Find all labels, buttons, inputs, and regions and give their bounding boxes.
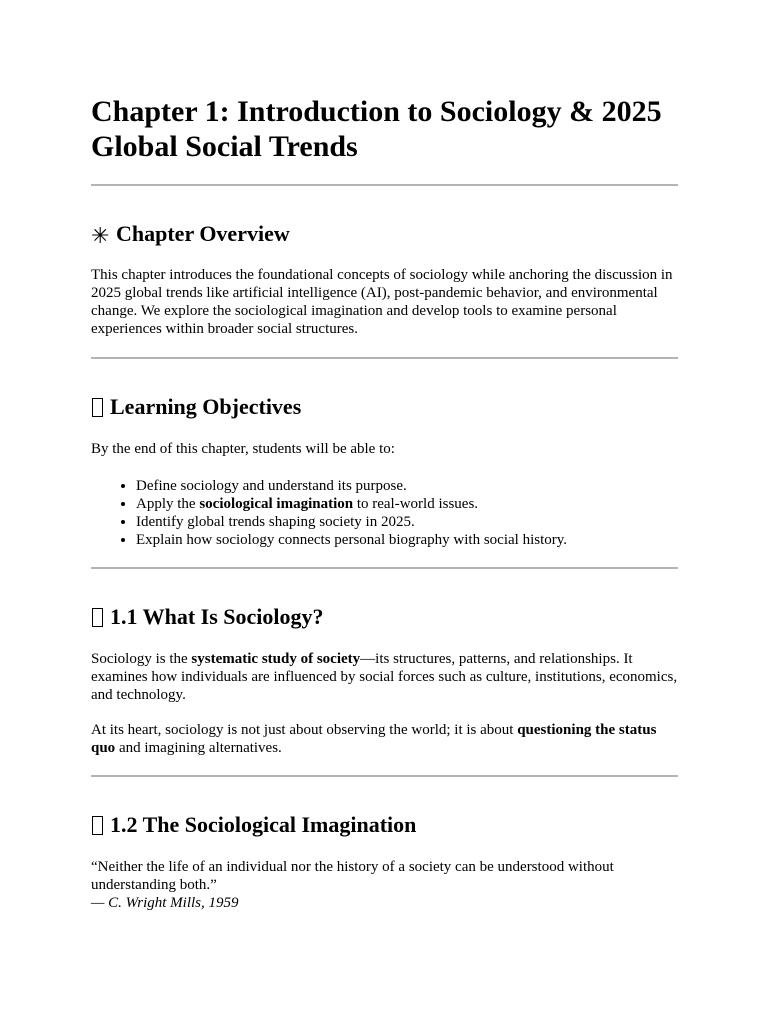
divider [91,775,678,777]
divider [91,357,678,359]
what-is-heading-text: 1.1 What Is Sociology? [110,604,324,629]
divider [91,184,678,186]
list-item: • Identify global trends shaping society in 2025. [136,513,678,531]
missing-glyph-icon [92,398,103,417]
bold-text: systematic study of society [191,651,361,667]
missing-glyph-icon [92,816,103,835]
objectives-heading [91,394,678,420]
overview-heading-text: Chapter Overview [116,221,290,246]
text: Sociology is the [91,651,192,667]
quote-text: “Neither the life of an individual nor the history of a society can be understood without understanding both.” [91,859,614,893]
objectives-heading-text: Learning Objectives [110,394,302,419]
objectives-list [91,477,678,549]
what-is-paragraph [91,721,678,757]
list-item: • Define sociology and understand its purpose. [136,477,678,495]
missing-glyph-icon [92,608,103,627]
text: At its heart, sociology is not just about observing the world; it is about [91,722,518,738]
overview-paragraph: This chapter introduces the foundational concepts of sociology while anchoring the discussion in 2025 global trends like artificial intelligence (AI), post-pandemic behavior, and environmental change. We explore the sociological imagination and develop tools to examine personal experiences within broader social structures. [91,267,673,337]
chapter-title: Chapter 1: Introduction to Sociology & 2025 Global Social Trends [91,95,662,163]
list-item-bold: sociological imagination [199,496,354,512]
imagination-heading-text: 1.2 The Sociological Imagination [110,812,417,837]
list-item-text: to real-world issues. [353,496,479,512]
what-is-paragraph [91,650,678,704]
list-item: • Explain how sociology connects personal biography with social history. [136,531,678,549]
text: —its structures, patterns, and relationships. It examines how individuals are influenced by social forces such as culture, institutions, economics, and technology. [91,651,678,703]
quote [91,858,678,912]
bold-text: questioning the status quo [91,722,657,756]
list-item-text: Apply the [136,496,200,512]
what-is-heading [91,604,678,630]
asterisk-icon: ✳ [91,223,110,248]
divider [91,567,678,569]
list-item [136,495,678,513]
objectives-intro: By the end of this chapter, students will be able to: [91,441,395,457]
imagination-heading [91,812,678,838]
quote-citation: — C. Wright Mills, 1959 [91,895,239,911]
text: and imagining alternatives. [115,740,282,756]
overview-heading [91,221,678,247]
